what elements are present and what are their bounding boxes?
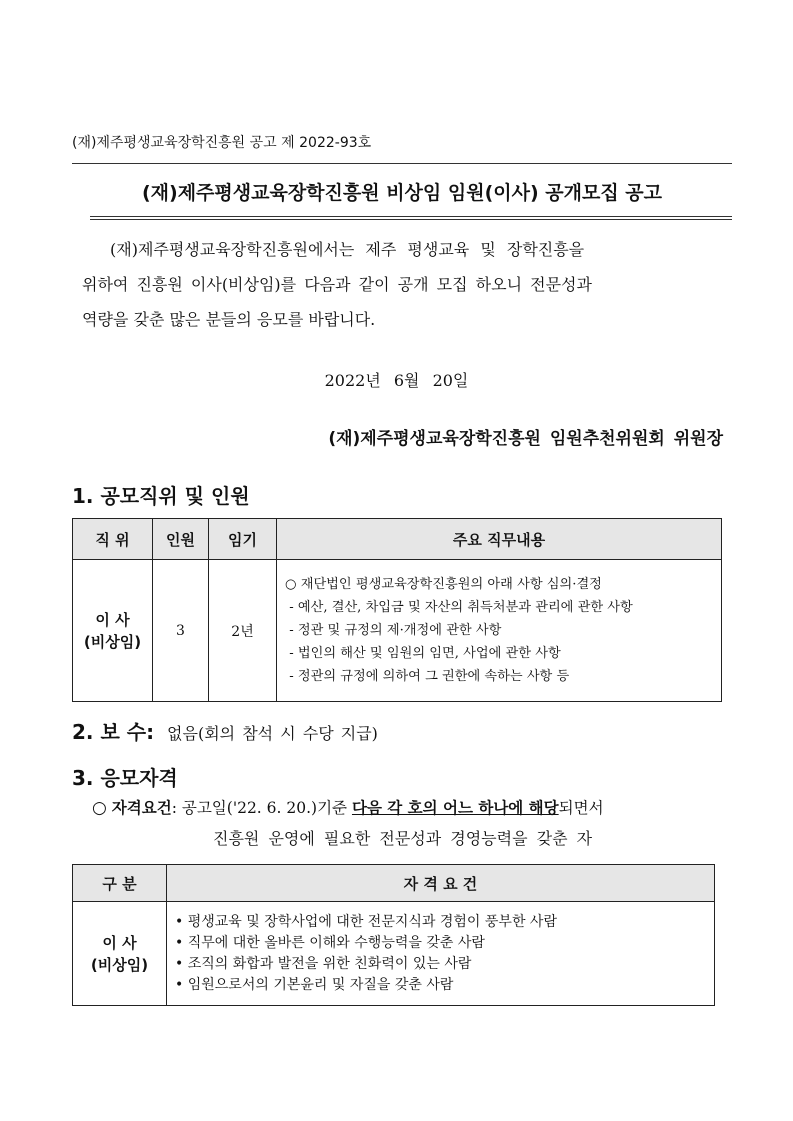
column-header: 임기 bbox=[209, 519, 277, 560]
qualification-line: 진흥원 운영에 필요한 전문성과 경영능력을 갖춘 자 bbox=[213, 829, 593, 848]
table-header-row bbox=[73, 865, 715, 902]
column-header: 주요 직무내용 bbox=[277, 519, 722, 560]
intro-line: 위하여 진흥원 이사(비상임)를 다음과 같이 공개 모집 하오니 전문성과 bbox=[82, 275, 592, 294]
table-header-row bbox=[73, 519, 722, 560]
column-header: 인원 bbox=[153, 519, 209, 560]
qualification-emphasis: 다음 각 호의 어느 하나에 해당 bbox=[351, 799, 559, 817]
section-heading: 1. 공모직위 및 인원 bbox=[72, 484, 250, 508]
column-header: 직 위 bbox=[73, 519, 153, 560]
requirement-item: • 평생교육 및 장학사업에 대한 전문지식과 경험이 풍부한 사람 bbox=[175, 912, 706, 933]
qualification-text: 공고일('22. 6. 20.)기준 bbox=[181, 799, 348, 817]
requirements-cell bbox=[167, 902, 715, 1006]
requirement-item: • 임원으로서의 기본윤리 및 자질을 갖춘 사람 bbox=[175, 975, 706, 996]
section-heading: 2. 보 수: bbox=[72, 720, 155, 744]
issuer-committee: (재)제주평생교육장학진흥원 임원추천위원회 위원장 bbox=[328, 429, 723, 449]
position-table bbox=[72, 518, 722, 702]
position-cell bbox=[73, 902, 167, 1006]
column-header: 자 격 요 건 bbox=[167, 865, 715, 902]
qualification-table bbox=[72, 864, 715, 1006]
column-header: 구 분 bbox=[73, 865, 167, 902]
position-type: (비상임) bbox=[90, 955, 149, 974]
intro-line: 역량을 갖춘 많은 분들의 응모를 바랍니다. bbox=[82, 310, 376, 329]
title-divider bbox=[90, 216, 732, 217]
position-cell bbox=[73, 560, 153, 702]
table-row bbox=[73, 560, 722, 702]
duty-item: - 법인의 해산 및 임원의 임면, 사업에 관한 사항 bbox=[285, 646, 561, 661]
term-cell: 2년 bbox=[209, 560, 277, 702]
requirement-item: • 조직의 화합과 발전을 위한 친화력이 있는 사람 bbox=[175, 954, 706, 975]
notice-number: (재)제주평생교육장학진흥원 공고 제 2022-93호 bbox=[72, 135, 372, 151]
duty-item: - 정관 및 규정의 제·개정에 관한 사항 bbox=[285, 623, 502, 638]
qualification-text: 되면서 bbox=[558, 799, 604, 817]
position-type: (비상임) bbox=[83, 632, 142, 651]
document-title: (재)제주평생교육장학진흥원 비상임 임원(이사) 공개모집 공고 bbox=[141, 182, 663, 204]
requirement-item: • 직무에 대한 올바른 이해와 수행능력을 갖춘 사람 bbox=[175, 933, 706, 954]
duty-item: - 예산, 결산, 차입금 및 자산의 취득처분과 관리에 관한 사항 bbox=[285, 600, 633, 615]
compensation-section bbox=[72, 716, 378, 745]
qualification-line bbox=[92, 796, 604, 818]
circle-bullet-icon: ○ bbox=[92, 798, 107, 818]
position-title: 이 사 bbox=[95, 610, 130, 629]
notice-date: 2022년 6월 20일 bbox=[324, 371, 469, 390]
duty-item: - 정관의 규정에 의하여 그 권한에 속하는 사항 등 bbox=[285, 669, 570, 684]
headcount-cell: 3 bbox=[153, 560, 209, 702]
compensation-value: 없음(회의 참석 시 수당 지급) bbox=[167, 724, 378, 743]
header-divider bbox=[72, 163, 732, 164]
intro-paragraph bbox=[82, 232, 712, 337]
duties-cell bbox=[277, 560, 722, 702]
title-divider bbox=[90, 219, 732, 220]
qualification-label: 자격요건 bbox=[111, 799, 172, 817]
section-heading: 3. 응모자격 bbox=[72, 766, 178, 790]
table-row bbox=[73, 902, 715, 1006]
qualification-colon: : bbox=[171, 799, 177, 817]
intro-line: (재)제주평생교육장학진흥원에서는 제주 평생교육 및 장학진흥을 bbox=[110, 240, 585, 259]
position-title: 이 사 bbox=[102, 933, 137, 952]
duty-item: ○ 재단법인 평생교육장학진흥원의 아래 사항 심의·결정 bbox=[285, 577, 602, 592]
